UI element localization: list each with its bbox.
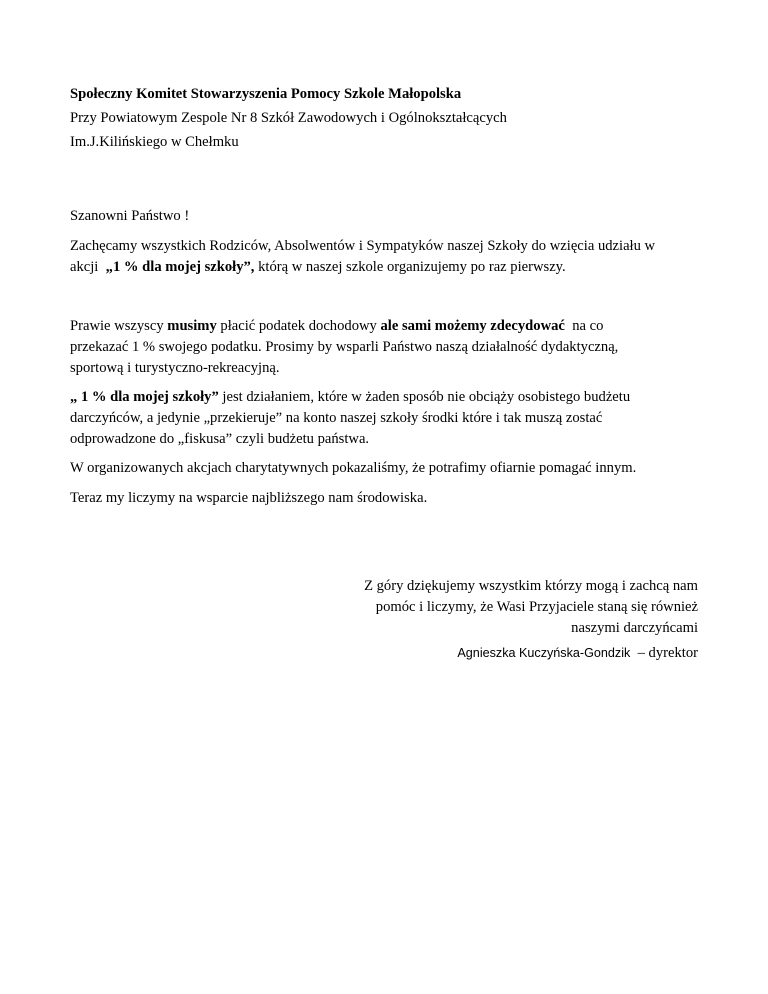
paragraph-2-line-1: Prawie wszyscy musimy płacić podatek dochodowy ale sami możemy zdecydować na co — [70, 318, 604, 334]
paragraph-4: W organizowanych akcjach charytatywnych pokazaliśmy, że potrafimy ofiarnie pomagać innym. — [70, 460, 637, 476]
signature — [457, 643, 698, 664]
paragraph-2-line-3: sportową i turystyczno-rekreacyjną. — [70, 360, 280, 376]
paragraph-3-line-2: darczyńców, a jedynie „przekieruje” na konto naszej szkoły środki które i tak muszą zostać — [70, 410, 603, 426]
paragraph-3-line-1: „ 1 % dla mojej szkoły” jest działaniem, które w żaden sposób nie obciąży osobistego budżetu — [70, 389, 631, 405]
salutation: Szanowni Państwo ! — [70, 208, 190, 224]
paragraph-1-line-1: Zachęcamy wszystkich Rodziców, Absolwentów i Sympatyków naszej Szkoły do wzięcia udziału w — [70, 238, 656, 254]
closing-line-3: naszymi darczyńcami — [571, 620, 698, 636]
organization-address-line: Przy Powiatowym Zespole Nr 8 Szkół Zawodowych i Ogólnokształcących — [70, 110, 507, 126]
closing-line-2: pomóc i liczymy, że Wasi Przyjaciele staną się również — [375, 599, 698, 615]
closing-line-1: Z góry dziękujemy wszystkim którzy mogą i zachcą nam — [364, 578, 698, 594]
paragraph-3-line-3: odprowadzone do „fiskusa” czyli budżetu państwa. — [70, 431, 370, 447]
signature-role: – dyrektor — [630, 645, 698, 661]
campaign-name: „1 % dla mojej szkoły”, — [105, 259, 255, 275]
paragraph-2-line-2: przekazać 1 % swojego podatku. Prosimy by wsparli Państwo naszą działalność dydaktyczną, — [70, 339, 619, 355]
signature-name: Agnieszka Kuczyńska-Gondzik — [457, 646, 631, 660]
organization-patron-line: Im.J.Kilińskiego w Chełmku — [70, 134, 239, 150]
paragraph-5: Teraz my liczymy na wsparcie najbliższego nam środowiska. — [70, 490, 428, 506]
organization-name: Społeczny Komitet Stowarzyszenia Pomocy Szkole Małopolska — [70, 86, 462, 102]
paragraph-1-line-2: akcji „1 % dla mojej szkoły”, którą w naszej szkole organizujemy po raz pierwszy. — [70, 259, 566, 275]
